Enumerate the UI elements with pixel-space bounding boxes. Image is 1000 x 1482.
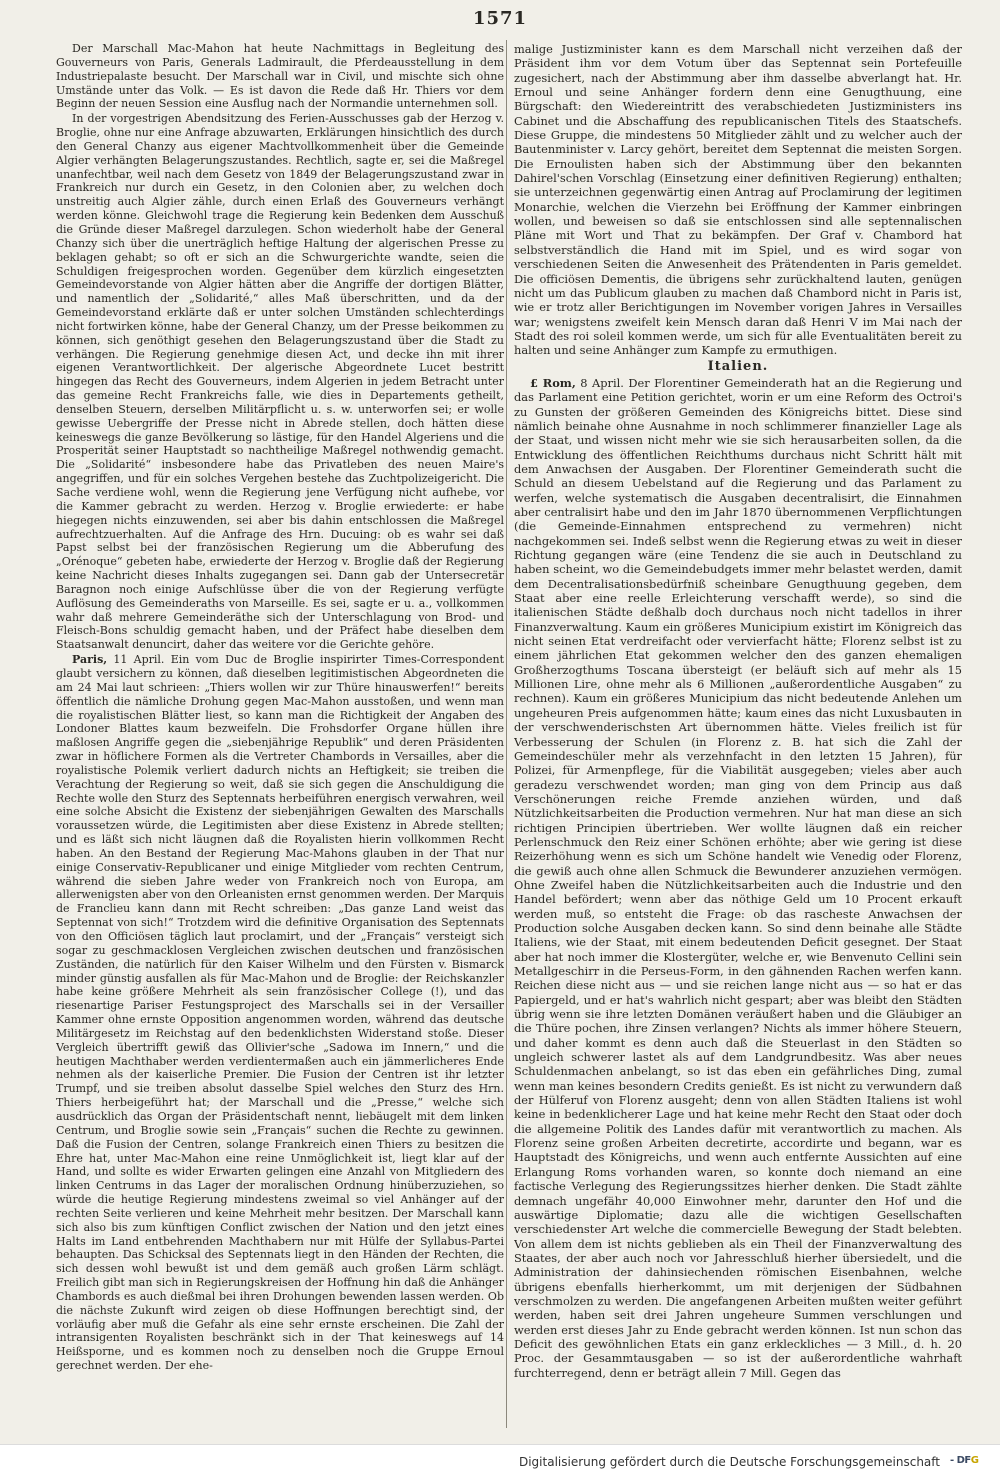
footer-bar bbox=[0, 1444, 1000, 1482]
article-paragraph bbox=[56, 112, 504, 652]
column-rule bbox=[506, 40, 507, 1428]
funding-notice: Digitalisierung gefördert durch die Deutsche Forschungsgemeinschaft bbox=[518, 1455, 940, 1469]
dateline-date: 11 April. bbox=[113, 653, 165, 667]
page-number: 1571 bbox=[472, 8, 528, 29]
article-paragraph bbox=[56, 42, 504, 111]
article-paragraph bbox=[514, 376, 962, 1380]
dateline-place: £ Rom, bbox=[530, 375, 576, 390]
paragraph-text: Der Marschall Mac-Mahon hat heute Nachmittags in Begleitung des Gouverneurs von Paris, Generals Ladmirault, die Pferdeausstellung in dem Industriepalaste besucht. Der Marschall war in Civil, und mischte sich ohne Umstände unter das Volk. — Es ist davon die Rede daß Hr. Thiers vor dem Beginn der neuen Session eine Ausflug nach der Normandie unternehmen soll. bbox=[56, 42, 504, 111]
left-column bbox=[56, 42, 504, 1424]
dfg-logo-prefix: - DF bbox=[950, 1455, 971, 1466]
dfg-logo-accent: G bbox=[970, 1455, 979, 1466]
paragraph-text: malige Justizminister kann es dem Marschall nicht verzeihen daß der Präsident ihm vor dem Votum über das Septennat sein Portefeuille zugesichert, nach der Abstimmung aber ihm dasselbe abverlangt hat. Hr. Ernoul und seine Anhänger fordern denn eine Genugthuung, eine Bürgschaft: den Wiedereintritt des verabschiedeten Justizministers ins Cabinet und die Abschaffung des republicanischen Titels des Staatschefs. Diese Gruppe, die mindestens 50 Mitglieder zählt und zu welcher auch der Bautenminister v. Larcy gehört, bereitet dem Septennat die meisten Sorgen. Die Ernoulisten haben sich der Abstimmung über den bekannten Dahirel'schen Vorschlag (Einsetzung einer definitiven Regierung) enthalten; sie unterzeichnen gegenwärtig einen Antrag auf Proclamirung der legitimen Monarchie, welchen die Vierzehn bei Eröffnung der Kammer einbringen wollen, und beweisen so daß sie entschlossen sind alle septennalischen Pläne mit Wort und That zu bekämpfen. Der Graf v. Chambord hat selbstverständlich die Hand mit im Spiel, und es wird sogar von verschiedenen Seiten die Anwesenheit des Prätendenten in Paris gemeldet. Die officiösen Dementis, die übrigens sehr zurückhaltend lauten, genügen nicht um das Publicum glauben zu machen daß Chambord nicht in Paris ist, wie er trotz aller Berichtigungen im November vorigen Jahres in Versailles war; wenigstens zweifelt kein Mensch daran daß Henri V im Mai nach der Stadt des roi soleil kommen werde, um sich für alle Eventualitäten bereit zu halten und seine Anhänger zum Kampfe zu ermuthigen. bbox=[514, 42, 962, 358]
paragraph-text: Ein vom Duc de Broglie inspirirter Times-Correspondent glaubt versichern zu können, daß dieselben legitimistischen Abgeordneten die am 24 Mai laut schrieen: „Thiers wollen wir zur Thüre hinauswerfen!“ bereits öffentlich die nämliche Drohung gegen Mac-Mahon ausstoßen, und wenn man die royalistischen Blätter liest, so kann man die Richtigkeit der Angaben des Londoner Blattes kaum bezweifeln. Die Frohsdorfer Organe hüllen ihre maßlosen Angriffe gegen die „siebenjährige Republik“ und deren Präsidenten zwar in höflichere Formen als die Vertreter Chambords in Versailles, aber die royalistische Polemik verliert dadurch nichts an Heftigkeit; sie treiben die Verachtung der Regierung so weit, daß sie sich gegen die Anschuldigung die Rechte wolle den Sturz des Septennats herbeiführen energisch verwahren, weil eine solche Absicht die Existenz der siebenjährigen Gewalten des Marschalls voraussetzen würde, die Legitimisten aber diese Existenz in Abrede stellten; und es läßt sich nicht läugnen daß die Royalisten hierin vollkommen Recht haben. An den Bestand der Regierung Mac-Mahons glauben in der That nur einige Conservativ-Republicaner und einige Mitglieder vom rechten Centrum, während die sieben Jahre weder von Frankreich noch von Europa, am allerwenigsten aber von den Orleanisten ernst genommen werden. Der Marquis de Franclieu kann dann mit Recht schreiben: „Das ganze Land weist das Septennat von sich!“ Trotzdem wird die definitive Organisation des Septennats von den Officiösen täglich laut proclamirt, und der „Français“ versteigt sich sogar zu geschmacklosen Vergleichen zwischen deutschen und französischen Zuständen, die natürlich für den Kaiser Wilhelm und den Fürsten v. Bismarck minder günstig ausfallen als für Mac-Mahon und de Broglie: der Reichskanzler habe keine größere Mehrheit als sein französischer College (!), und das riesenartige Pariser Festungsproject des Marschalls sei in der Versailler Kammer ohne ernste Opposition angenommen worden, während das deutsche Militärgesetz im Reichstag auf den bedenklichsten Widerstand stoße. Dieser Vergleich übertrifft gewiß das Ollivier'sche „Sadowa im Innern,“ und die heutigen Machthaber werden verdientermaßen auch ein jämmerlicheres Ende nehmen als der kaiserliche Premier. Die Fusion der Centren ist ihr letzter Trumpf, und sie treiben absolut dasselbe Spiel welches den Sturz des Hrn. Thiers herbeigeführt hat; der Marschall und die „Presse,“ welche sich ausdrücklich das Organ der Präsidentschaft nennt, liebäugelt mit dem linken Centrum, und Broglie sowie sein „Français“ suchen die Rechte zu gewinnen. Daß die Fusion der Centren, solange Frankreich einen Thiers zu besitzen die Ehre hat, unter Mac-Mahon eine reine Unmöglichkeit ist, liegt klar auf der Hand, und sollte es wider Erwarten gelingen eine Anzahl von Mitgliedern des linken Centrums in das Lager der moralischen Ordnung hinüberzuziehen, so würde die heutige Regierung mindestens zweimal so viel Anhänger auf der rechten Seite verlieren und keine Mehrheit mehr besitzen. Der Marschall kann sich also bis zum künftigen Conflict zwischen der Nation und den jetzt eines Halts im Land entbehrenden Machthabern nur mit Hülfe der Syllabus-Partei behaupten. Das Schicksal des Septennats liegt in den Händen der Rechten, die sich dessen wohl bewußt ist und dem gemäß auch großen Lärm schlägt. Freilich gibt man sich in Regierungskreisen der Hoffnung hin daß die Anhänger Chambords es auch dießmal bei ihren Drohungen bewenden lassen werden. Ob die nächste Zukunft wird zeigen ob diese Hoffnungen berechtigt sind, der vorläufig aber muß die Gefahr als eine sehr ernste erscheinen. Die Zahl der intransigenten Royalisten beschränkt sich in der That keineswegs auf 14 Heißsporne, und es kommen noch zu denselben noch die Gruppe Ernoul gerechnet werden. Der ehe- bbox=[56, 653, 504, 1373]
article-paragraph bbox=[56, 653, 504, 1373]
dfg-logo bbox=[950, 1455, 988, 1471]
section-heading: Italien. bbox=[707, 358, 769, 374]
article-paragraph bbox=[514, 42, 962, 358]
dateline-place: Paris, bbox=[72, 653, 108, 667]
dateline-date: 8 April. bbox=[580, 375, 624, 390]
paragraph-text: Der Florentiner Gemeinderath hat an die Regierung und das Parlament eine Petition gerichtet, worin er um eine Reform des Octroi's zu Gunsten der größeren Gemeinden des Königreichs bittet. Diese sind nämlich beinahe ohne Ausnahme in noch schlimmerer finanzieller Lage als der Staat, und wissen nicht mehr wie sie sich herausarbeiten sollen, da die Entwicklung des öffentlichen Reichthums durchaus nicht Schritt hält mit dem Anwachsen der Ausgaben. Der Florentiner Gemeinderath sucht die Schuld an diesem Uebelstand auf die Regierung und das Parlament zu werfen, welche systematisch die Ausgaben decentralisirt, die Einnahmen aber centralisirt habe und den im Jahr 1870 übernommenen Verpflichtungen (die Gemeinde-Einnahmen entsprechend zu vermehren) nicht nachgekommen sei. Indeß selbst wenn die Regierung etwas zu weit in dieser Richtung gegangen wäre (eine Tendenz die sie auch in Deutschland zu haben scheint, wo die Gemeindebudgets immer mehr belastet werden, damit dem Decentralisationsbedürfniß scheinbare Genugthuung gegeben, dem Staat aber eine reelle Erleichterung verschafft werde), so sind die italienischen Städte deßhalb doch durchaus noch nicht tadellos in ihrer Finanzverwaltung. Kaum ein größeres Municipium existirt im Königreich das nicht seinen Etat verdreifacht oder vervierfacht hätte; Florenz selbst ist zu einem jährlichen Etat gekommen welcher den des ganzen ehemaligen Großherzogthums Toscana übersteigt (er beläuft sich auf mehr als 15 Millionen Lire, ohne mehr als 6 Millionen „außerordentliche Ausgaben“ zu rechnen). Kaum ein größeres Municipium das nicht bedeutende Anlehen um ungeheuren Preis aufgenommen hätte; kaum eines das nicht Luxusbauten in der verschwenderischsten Art übernommen hätte. Vieles freilich ist für Verbesserung der Schulen (in Florenz z. B. hat sich die Zahl der Gemeindeschüler mehr als verzehnfacht in den letzten 15 Jahren), für Polizei, für Armenpflege, für die Viabilität ausgegeben; vieles aber auch geradezu verschwendet worden; man ging von dem Princip aus daß Verschönerungen reiche Fremde anziehen würden, und daß Nützlichkeitsarbeiten die Production vermehren. Nur hat man diese an sich richtigen Principien übertrieben. Wer wollte läugnen daß ein reicher Perlenschmuck den Reiz einer Schönen erhöhte; aber wie gering ist diese Reizerhöhung wenn es sich um Schöne handelt wie Venedig oder Florenz, die gewiß auch ohne allen Schmuck die Bewunderer anzuziehen vermögen. Ohne Zweifel haben die Nützlichkeitsarbeiten auch die Industrie und den Handel befördert; wenn aber das nöthige Geld um 10 Procent erkauft werden muß, so entsteht die Frage: ob das rascheste Anwachsen der Production solche Ausgaben decken kann. So sind denn beinahe alle Städte Italiens, wie der Staat, mit einem bedeutenden Deficit gesegnet. Der Staat aber hat noch immer die Klostergüter, welche er, wie Benvenuto Cellini sein Metallgeschirr in die Perseus-Form, in den gähnenden Rachen werfen kann. Reichen diese nicht aus — und sie reichen lange nicht aus — so hat er das Papiergeld, und er hat's wahrlich nicht gespart; aber was bleibt den Städten übrig wenn sie ihre letzten Domänen veräußert haben und die Gläubiger an die Thüre pochen, ihre Zinsen verlangen? Nichts als immer höhere Steuern, und daher kommt es denn auch daß die Steuerlast in den Städten so ungleich schwerer lastet als auf dem Landgrundbesitz. Was aber neues Schuldenmachen anbelangt, so ist das eben ein gefährliches Ding, zumal wenn man keines besondern Credits genießt. Es ist nicht zu verwundern daß der Hülferuf von Florenz ausgeht; denn von allen Städten Italiens ist wohl keine in bedenklicherer Lage und hat keine mehr Recht den Staat oder doch die allgemeine Politik des Landes dafür mit verantwortlich zu machen. Als Florenz seine großen Arbeiten decretirte, accordirte und begann, war es Hauptstadt des Königreichs, und wenn auch entfernte Aussichten auf eine Erlangung Roms vorhanden waren, so konnte doch niemand an eine factische Verlegung des Regierungssitzes hierher denken. Die Stadt zählte demnach ungefähr 40,000 Einwohner mehr, darunter den Hof und die auswärtige Diplomatie; dazu alle die wichtigen Gesellschaften verschiedenster Art welche die commercielle Bewegung der Stadt belebten. Von allem dem ist nichts geblieben als ein Theil der Finanzverwaltung des Staates, der aber auch noch vor Jahresschluß hierher übersiedelt, und die Administration der dahinsiechenden römischen Eisenbahnen, welche übrigens ebenfalls hierherkommt, um mit derjenigen der Südbahnen verschmolzen zu werden. Die angefangenen Arbeiten mußten weiter geführt werden, haben seit drei Jahren ungeheure Summen verschlungen und werden erst dieses Jahr zu Ende gebracht werden können. Ist nun schon das Deficit des gewöhnlichen Etats ein ganz erkleckliches — 3 Mill., d. h. 20 Proc. der Gesammtausgaben — so ist der außerordentliche wahrhaft furchterregend, denn er beträgt allein 7 Mill. Gegen das bbox=[514, 375, 962, 1380]
right-column bbox=[514, 42, 962, 1424]
paragraph-text: In der vorgestrigen Abendsitzung des Ferien-Ausschusses gab der Herzog v. Broglie, ohne nur eine Anfrage abzuwarten, Erklärungen hinsichtlich des durch den General Chanzy aus eigener Machtvollkommenheit über die Gemeinde Algier verhängten Belagerungszustandes. Rechtlich, sagte er, sei die Maßregel unanfechtbar, weil nach dem Gesetz von 1849 der Belagerungszustand zwar in Frankreich nur durch ein Gesetz, in den Colonien aber, zu welchen doch unstreitig auch Algier zähle, durch einen Erlaß des Gouverneurs verhängt werden könne. Gleichwohl trage die Regierung kein Bedenken dem Ausschuß die Gründe dieser Maßregel darzulegen. Schon wiederholt habe der General Chanzy sich über die unerträglich heftige Haltung der algerischen Presse zu beklagen gehabt; so oft er sich an die Schwurgerichte wandte, seien die Schuldigen freigesprochen worden. Gegenüber dem kürzlich eingesetzten Gemeindevorstande von Algier hätten aber die Angriffe der dortigen Blätter, und namentlich der „Solidarité,“ alles Maß überschritten, und da der Gemeindevorstand erklärte daß er unter solchen Umständen schlechterdings nicht fortwirken könne, habe der General Chanzy, um der Presse beikommen zu können, sich genöthigt gesehen den Belagerungszustand über die Stadt zu verhängen. Die Regierung genehmige diesen Act, und decke ihn mit ihrer eigenen Verantwortlichkeit. Der algerische Abgeordnete Lucet bestritt hingegen das Recht des Gouverneurs, indem Algerien in jedem Betracht unter das gemeine Recht Frankreichs falle, wie dies in Departements getheilt, denselben Steuern, derselben Militärpflicht u. s. w. unterworfen sei; er wolle gewisse Uebergriffe der Presse nicht in Abrede stellen, doch hätten diese keineswegs die ganze Bevölkerung so lästige, für den Handel Algeriens und die Prosperität seiner Hauptstadt so nachtheilige Maßregel nothwendig gemacht. Die „Solidarité“ insbesondere habe das Privatleben des neuen Maire's angegriffen, und für ein solches Vergehen bestehe das Zuchtpolizeigericht. Die Sache verdiene wohl, wenn die Regierung jene Verfügung nicht aufhebe, vor die Kammer gebracht zu werden. Herzog v. Broglie erwiederte: er habe hiegegen nichts einzuwenden, sei aber bis dahin entschlossen die Maßregel aufrechtzuerhalten. Auf die Anfrage des Hrn. Ducuing: ob es wahr sei daß Papst selbst bei der französischen Regierung um die Abberufung des „Orénoque“ gebeten habe, erwiederte der Herzog v. Broglie daß der Regierung keine Nachricht dieses Inhalts zugegangen sei. Dann gab der Untersecretär Baragnon noch einige Aufschlüsse über die von der Regierung verfügte Auflösung des Gemeinderaths von Marseille. Es sei, sagte er u. a., vollkommen wahr daß mehrere Gemeinderäthe sich der Unterschlagung von Brod- und Fleisch-Bons schuldig gemacht haben, und der Präfect habe dieselben dem Staatsanwalt denuncirt, daher das weitere vor die Gerichte gehöre. bbox=[56, 112, 504, 652]
